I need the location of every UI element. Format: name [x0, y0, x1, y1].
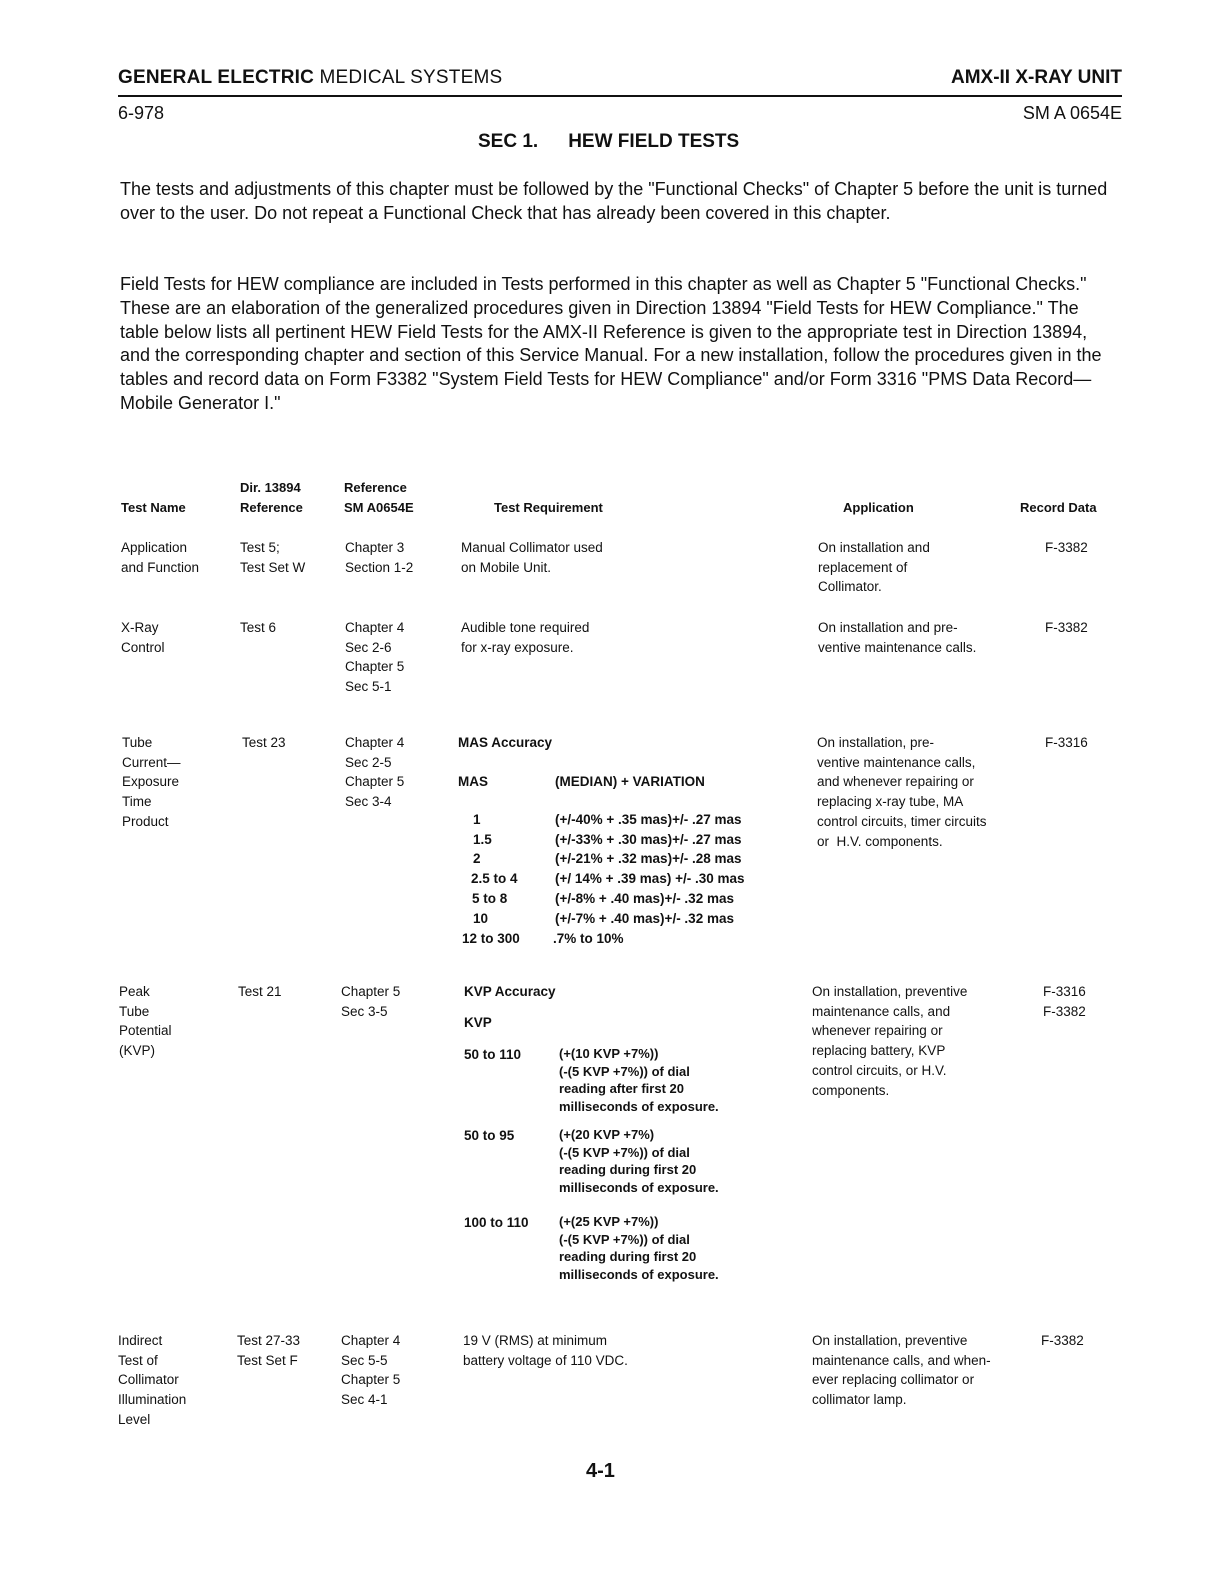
mas-value: 5 to 8: [472, 891, 508, 906]
mas-value: 2: [473, 851, 481, 866]
row-requirement: Audible tone required for x-ray exposure.: [461, 620, 590, 655]
row-application: On installation, preventive maintenance calls, and when- ever replacing collimator or collimator lamp.: [812, 1333, 991, 1408]
row-dir-ref: Test 21: [238, 984, 282, 999]
row-manual-ref: Chapter 3 Section 1-2: [345, 540, 414, 575]
row-dir-ref: Test 23: [242, 735, 286, 750]
row-manual-ref: Chapter 4 Sec 5-5 Chapter 5 Sec 4-1: [341, 1333, 401, 1408]
mas-value: 1.5: [473, 832, 492, 847]
row-application: On installation, preventive maintenance calls, and whenever repairing or replacing battery, KVP control circuits, or H.V. components.: [812, 984, 968, 1098]
kvp-col-header: KVP: [464, 1015, 492, 1030]
mas-variation: (+/-7% + .40 mas)+/- .32 mas: [555, 911, 734, 926]
section-number: SEC 1.: [478, 131, 539, 152]
row-manual-ref: Chapter 4 Sec 2-5 Chapter 5 Sec 3-4: [345, 735, 405, 810]
header-rule: [118, 95, 1122, 97]
row-record: F-3316 F-3382: [1043, 984, 1086, 1019]
mas-col-header: MAS: [458, 774, 488, 789]
page-number: 4-1: [586, 1460, 615, 1482]
row-test-name: Tube Current— Exposure Time Product: [122, 735, 181, 829]
mas-value: 10: [473, 911, 489, 926]
row-manual-ref: Chapter 5 Sec 3-5: [341, 984, 401, 1019]
doc-date: 6-978: [118, 103, 165, 123]
row-record: F-3382: [1045, 540, 1088, 555]
col-header-ref: Reference SM A0654E: [344, 480, 414, 515]
mas-accuracy-title: MAS Accuracy: [458, 735, 553, 750]
mas-value: 2.5 to 4: [471, 871, 518, 886]
row-dir-ref: Test 27-33 Test Set F: [237, 1333, 301, 1368]
mas-variation: .7% to 10%: [553, 931, 624, 946]
row-test-name: Application and Function: [121, 540, 200, 575]
col-header-record: Record Data: [1020, 500, 1097, 515]
mas-variation: (+/ 14% + .39 mas) +/- .30 mas: [555, 871, 745, 886]
mas-variation: (+/-8% + .40 mas)+/- .32 mas: [555, 891, 734, 906]
row-dir-ref: Test 6: [240, 620, 277, 635]
row-application: On installation and pre- ventive maintenance calls.: [818, 620, 977, 655]
kvp-accuracy-title: KVP Accuracy: [464, 984, 556, 999]
row-requirement: 19 V (RMS) at minimum battery voltage of 110 VDC.: [463, 1333, 628, 1368]
row-test-name: X-Ray Control: [121, 620, 165, 655]
row-record: F-3316: [1045, 735, 1088, 750]
mas-variation: (+/-40% + .35 mas)+/- .27 mas: [555, 812, 742, 827]
col-header-test-name: Test Name: [121, 500, 186, 515]
col-header-dir: Dir. 13894 Reference: [240, 480, 303, 515]
kvp-range: 100 to 110: [464, 1215, 529, 1230]
row-record: F-3382: [1045, 620, 1088, 635]
mas-value: 12 to 300: [462, 931, 520, 946]
variation-col-header: (MEDIAN) + VARIATION: [555, 774, 705, 789]
product-name: AMX-II X-RAY UNIT: [950, 67, 1122, 88]
manual-number: SM A 0654E: [1022, 103, 1122, 123]
company-name: [118, 67, 502, 89]
mas-variation: (+/-33% + .30 mas)+/- .27 mas: [555, 832, 742, 847]
row-application: On installation and replacement of Collimator.: [818, 540, 930, 595]
kvp-tolerance: (+(10 KVP +7%)) (-(5 KVP +7%)) of dial reading after first 20 milliseconds of exposure.: [559, 1046, 719, 1114]
row-test-name: Peak Tube Potential (KVP): [119, 984, 172, 1059]
row-application: On installation, pre- ventive maintenance calls, and whenever repairing or replacing x-ray tube, MA control circuits, timer circuits or H.V. components.: [817, 735, 987, 849]
row-record: F-3382: [1041, 1333, 1084, 1348]
section-heading: HEW FIELD TESTS: [568, 131, 740, 152]
mas-variation: (+/-21% + .32 mas)+/- .28 mas: [555, 851, 742, 866]
intro-paragraph: The tests and adjustments of this chapter must be followed by the "Functional Checks" of Chapter 5 before the unit is turned over to the user. Do not repeat a Functional Check that has already been covered in this chapter.: [120, 179, 1108, 223]
section-title: [478, 131, 769, 153]
kvp-tolerance: (+(25 KVP +7%)) (-(5 KVP +7%)) of dial reading during first 20 milliseconds of exposure.: [559, 1214, 719, 1282]
kvp-range: 50 to 95: [464, 1128, 515, 1143]
col-header-application: Application: [843, 500, 914, 515]
hew-paragraph: Field Tests for HEW compliance are included in Tests performed in this chapter as well as Chapter 5 "Functional Checks." These are an elaboration of the generalized procedures given in Direction 13894 "Field Tests for HEW Compliance." The table below lists all pertinent HEW Field Tests for the AMX-II Reference is given to the appropriate test in Direction 13894, and the corresponding chapter and section of this Service Manual. For a new installation, follow the procedures given in the tables and record data on Form F3382 "System Field Tests for HEW Compliance" and/or Form 3316 "PMS Data Record—Mobile Generator I.": [120, 274, 1102, 413]
row-manual-ref: Chapter 4 Sec 2-6 Chapter 5 Sec 5-1: [345, 620, 405, 695]
col-header-requirement: Test Requirement: [494, 500, 603, 515]
mas-value: 1: [473, 812, 481, 827]
row-requirement: Manual Collimator used on Mobile Unit.: [461, 540, 603, 575]
kvp-tolerance: (+(20 KVP +7%) (-(5 KVP +7%)) of dial reading during first 20 milliseconds of exposure.: [559, 1127, 719, 1195]
company-bold: GENERAL ELECTRIC: [118, 67, 315, 88]
row-test-name: Indirect Test of Collimator Illumination Level: [118, 1333, 187, 1427]
company-division: MEDICAL SYSTEMS: [319, 67, 503, 88]
kvp-range: 50 to 110: [464, 1047, 522, 1062]
row-dir-ref: Test 5; Test Set W: [240, 540, 306, 575]
